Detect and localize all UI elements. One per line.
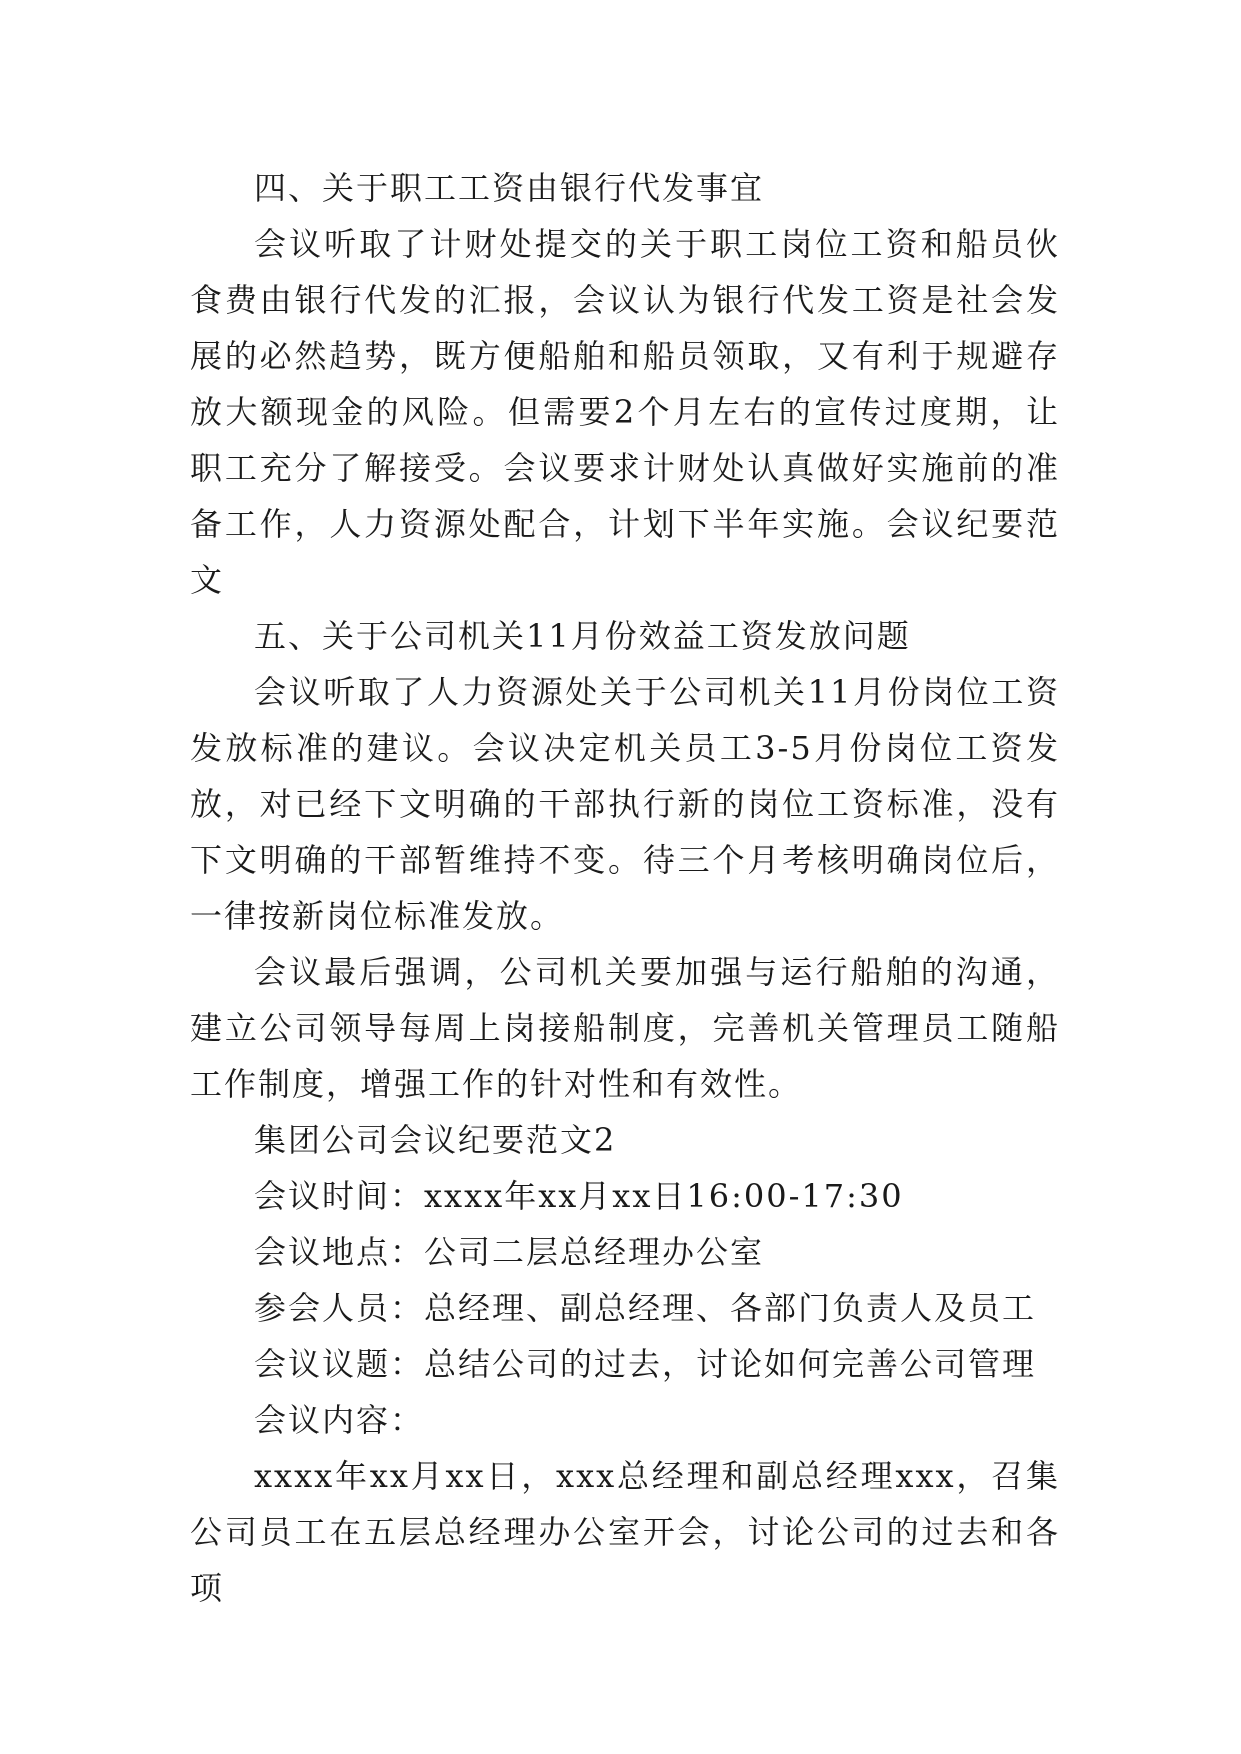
section-heading-4: 四、关于职工工资由银行代发事宜 [254, 169, 765, 207]
meeting-content-paragraph: xxxx年xx月xx日，xxx总经理和副总经理xxx，召集公司员工在五层总经理办公室开会，讨论公司的过去和各项 [190, 1457, 1060, 1607]
paragraph-salary-bank: 会议听取了计财处提交的关于职工岗位工资和船员伙食费由银行代发的汇报，会议认为银行代发工资是社会发展的必然趋势，既方便船舶和船员领取，又有利于规避存放大额现金的风险。但需要2个月左右的宣传过度期，让职工充分了解接受。会议要求计财处认真做好实施前的准备工作，人力资源处配合，计划下半年实施。会议纪要范文 [190, 225, 1060, 599]
paragraph-november-salary: 会议听取了人力资源处关于公司机关11月份岗位工资发放标准的建议。会议决定机关员工3-5月份岗位工资发放，对已经下文明确的干部执行新的岗位工资标准，没有下文明确的干部暂维持不变。待三个月考核明确岗位后，一律按新岗位标准发放。 [190, 673, 1060, 935]
meeting-location: 会议地点：公司二层总经理办公室 [254, 1233, 765, 1271]
meeting-time: 会议时间：xxxx年xx月xx日16:00-17:30 [254, 1177, 904, 1215]
example-title: 集团公司会议纪要范文2 [254, 1121, 617, 1159]
meeting-topic: 会议议题：总结公司的过去，讨论如何完善公司管理 [254, 1345, 1037, 1383]
meeting-attendees: 参会人员：总经理、副总经理、各部门负责人及员工 [254, 1289, 1037, 1327]
meeting-content-label: 会议内容： [254, 1401, 425, 1439]
paragraph-closing-emphasis: 会议最后强调，公司机关要加强与运行船舶的沟通，建立公司领导每周上岗接船制度，完善机关管理员工随船工作制度，增强工作的针对性和有效性。 [190, 953, 1060, 1103]
section-heading-5: 五、关于公司机关11月份效益工资发放问题 [254, 617, 911, 655]
document-body [190, 160, 1060, 1616]
